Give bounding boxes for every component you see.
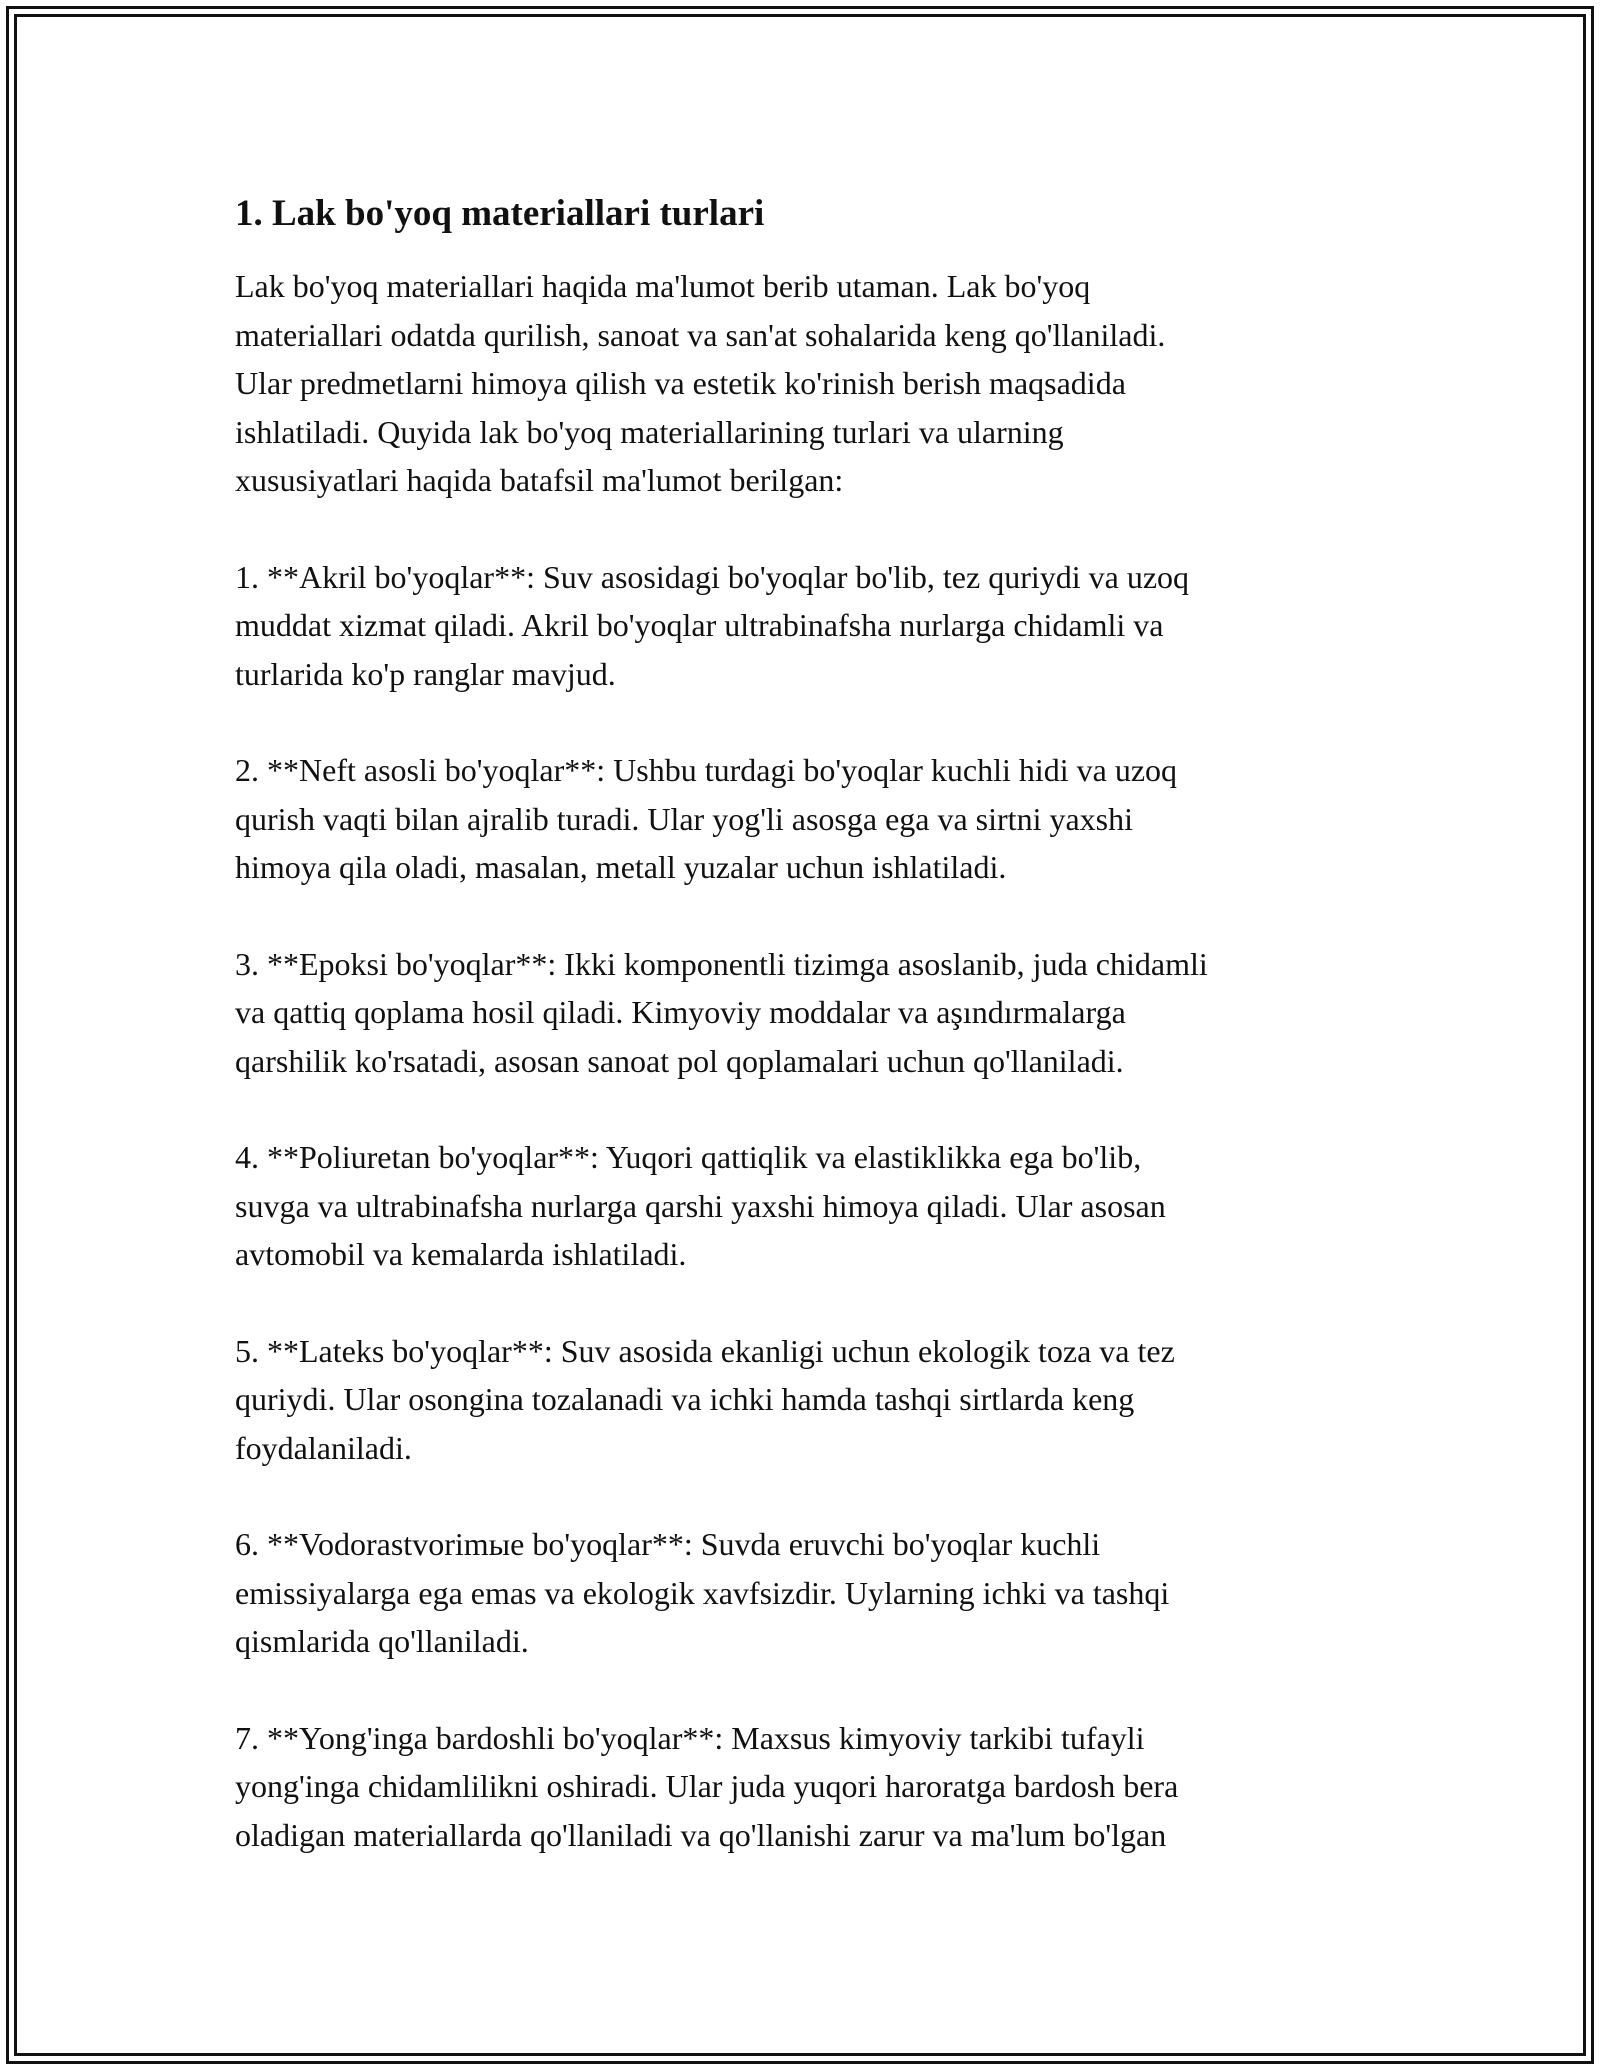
list-item-yonginga xyxy=(235,1714,1365,1860)
paragraph-line: 5. **Lateks bo'yoqlar**: Suv asosida ekanligi uchun ekologik toza va tez xyxy=(235,1332,1175,1369)
paragraph-line: quriydi. Ular osongina tozalanadi va ichki hamda tashqi sirtlarda keng xyxy=(235,1381,1135,1417)
paragraph-line: 7. **Yong'inga bardoshli bo'yoqlar**: Maxsus kimyoviy tarkibi tufayli xyxy=(235,1719,1145,1756)
paragraph-line: 1. **Akril bo'yoqlar**: Suv asosidagi bo'yoqlar bo'lib, tez quriydi va uzoq xyxy=(235,558,1190,595)
paragraph-line: foydalaniladi. xyxy=(235,1429,412,1466)
list-item-akril xyxy=(235,553,1365,699)
document-title: 1. Lak bo'yoq materiallari turlari xyxy=(235,193,765,234)
paragraph-line: suvga va ultrabinafsha nurlarga qarshi yaxshi himoya qiladi. Ular asosan xyxy=(235,1187,1166,1224)
paragraph-line: avtomobil va kemalarda ishlatiladi. xyxy=(235,1236,687,1272)
paragraph-line: 3. **Epoksi bo'yoqlar**: Ikki komponentli tizimga asoslanib, juda chidamli xyxy=(235,945,1208,982)
list-item-epoksi xyxy=(235,940,1365,1086)
paragraph-line: turlarida ko'p ranglar mavjud. xyxy=(235,655,616,692)
paragraph-line: yong'inga chidamlilikni oshiradi. Ular juda yuqori haroratga bardosh bera xyxy=(235,1768,1179,1804)
paragraph-line: muddat xizmat qiladi. Akril bo'yoqlar ultrabinafsha nurlarga chidamli va xyxy=(235,607,1164,643)
paragraph-line: himoya qila oladi, masalan, metall yuzalar uchun ishlatiladi. xyxy=(235,849,1007,885)
paragraph-line: ishlatiladi. Quyida lak bo'yoq materiallarining turlari va ularning xyxy=(235,413,1064,450)
intro-paragraph xyxy=(235,262,1365,505)
paragraph-line: Ular predmetlarni himoya qilish va estetik ko'rinish berish maqsadida xyxy=(235,365,1126,401)
paragraph-line: Lak bo'yoq materiallari haqida ma'lumot berib utaman. Lak bo'yoq xyxy=(235,268,1091,304)
paragraph-line: 4. **Poliuretan bo'yoqlar**: Yuqori qattiqlik va elastiklikka ega bo'lib, xyxy=(235,1139,1142,1175)
paragraph-line: 6. **Vodorastvorimые bo'yoqlar**: Suvda eruvchi bo'yoqlar kuchli xyxy=(235,1526,1101,1562)
list-item-lateks xyxy=(235,1327,1365,1473)
paragraph-line: qismlarida qo'llaniladi. xyxy=(235,1623,529,1659)
paragraph-line: 2. **Neft asosli bo'yoqlar**: Ushbu turdagi bo'yoqlar kuchli hidi va uzoq xyxy=(235,752,1178,788)
paragraph-line: va qattiq qoplama hosil qiladi. Kimyoviy moddalar va aşındırmalarga xyxy=(235,994,1126,1030)
paragraph-line: qarshilik ko'rsatadi, asosan sanoat pol qoplamalari uchun qo'llaniladi. xyxy=(235,1042,1124,1079)
list-item-vodorastvorimye xyxy=(235,1520,1365,1666)
list-item-poliuretan xyxy=(235,1133,1365,1279)
document-body xyxy=(235,186,1365,1907)
paragraph-line: oladigan materiallarda qo'llaniladi va qo'llanishi zarur va ma'lum bo'lgan xyxy=(235,1816,1167,1853)
paragraph-line: xususiyatlari haqida batafsil ma'lumot berilgan: xyxy=(235,462,844,498)
paragraph-line: qurish vaqti bilan ajralib turadi. Ular yog'li asosga ega va sirtni yaxshi xyxy=(235,800,1133,837)
list-item-neft xyxy=(235,746,1365,892)
paragraph-line: emissiyalarga ega emas va ekologik xavfsizdir. Uylarning ichki va tashqi xyxy=(235,1574,1170,1611)
paragraph-line: materiallari odatda qurilish, sanoat va san'at sohalarida keng qo'llaniladi. xyxy=(235,316,1166,353)
